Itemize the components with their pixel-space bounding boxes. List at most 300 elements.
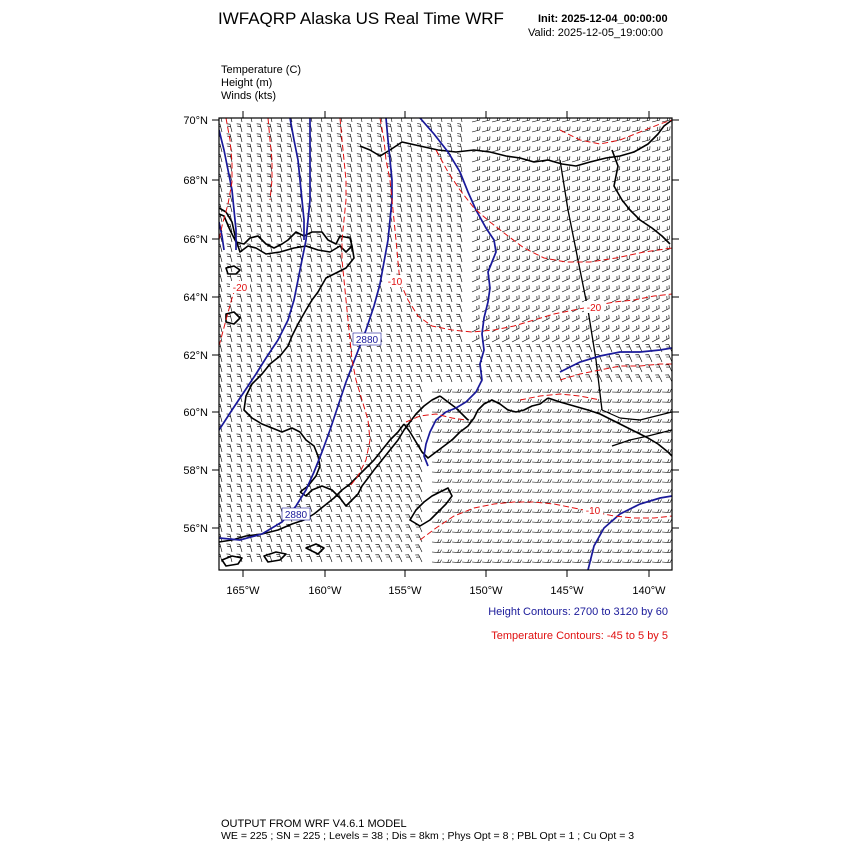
wind-barb <box>522 539 532 542</box>
wind-barb <box>472 117 480 123</box>
wind-barb <box>602 389 611 392</box>
wind-barb <box>512 419 521 422</box>
wind-barb <box>257 124 262 132</box>
wind-barb <box>512 529 522 532</box>
wind-barb <box>247 214 253 222</box>
wind-barb <box>367 134 372 142</box>
wind-barb <box>562 186 570 192</box>
wind-barb <box>316 514 322 522</box>
wind-barb <box>482 559 492 562</box>
wind-barb <box>592 176 600 182</box>
wind-barb <box>336 504 342 512</box>
wind-barb <box>552 117 560 123</box>
wind-barb <box>377 244 383 252</box>
wind-barb <box>652 196 660 202</box>
wind-barb <box>366 354 372 362</box>
wind-barb <box>346 394 352 402</box>
wind-barb <box>277 274 283 282</box>
wind-barb <box>532 325 539 332</box>
wind-barb <box>502 295 509 302</box>
wind-barb <box>226 524 232 532</box>
wind-barb <box>552 265 559 272</box>
wind-barb <box>486 375 492 383</box>
wind-barb <box>622 285 629 292</box>
wind-barb <box>296 454 302 462</box>
wind-barb <box>457 224 462 232</box>
wind-barb <box>337 154 342 162</box>
wind-barb <box>662 459 671 462</box>
wind-barb <box>642 335 649 342</box>
wind-barb <box>376 254 382 262</box>
wind-barb <box>266 304 272 312</box>
wind-barb <box>356 364 362 372</box>
wind-barb <box>602 216 610 222</box>
lon-tick-label: 165°W <box>226 585 260 597</box>
wind-barb <box>247 294 253 302</box>
wind-barb <box>542 285 549 292</box>
wind-barb <box>442 389 451 392</box>
wind-barb <box>446 294 452 302</box>
wind-barb <box>316 294 322 302</box>
wind-barb <box>287 134 292 142</box>
wind-barb <box>502 196 510 202</box>
wind-barb <box>472 196 480 202</box>
wind-barb <box>357 174 362 182</box>
height-contour <box>560 348 672 372</box>
wind-barb <box>266 514 272 522</box>
wind-barb <box>492 419 501 422</box>
wind-barb <box>286 434 292 442</box>
wind-barb <box>532 479 542 482</box>
wind-barb <box>672 255 679 262</box>
wind-barb <box>572 419 581 422</box>
wind-barb <box>642 156 650 162</box>
wind-barb <box>452 459 461 462</box>
wind-barb <box>286 454 292 462</box>
wind-barb <box>512 255 519 262</box>
wind-barb <box>437 184 442 192</box>
wind-barb <box>266 404 272 412</box>
wind-barb <box>446 334 452 342</box>
wind-barb <box>286 394 292 402</box>
wind-barb <box>562 275 569 282</box>
wind-barb <box>306 384 312 392</box>
wind-barb <box>227 254 233 262</box>
wind-barb <box>582 236 589 243</box>
wind-barb <box>562 166 570 172</box>
wind-barb <box>357 224 362 232</box>
wind-barb <box>572 459 581 462</box>
wind-barb <box>326 474 332 482</box>
wind-barb <box>512 559 522 562</box>
wind-barb <box>452 479 462 482</box>
wind-barb <box>236 404 242 412</box>
wind-barb <box>492 156 500 162</box>
wind-barb <box>327 204 332 212</box>
wind-barb <box>257 224 263 232</box>
wind-barb <box>246 504 252 512</box>
wind-barb <box>426 264 432 272</box>
wind-barb <box>266 504 272 512</box>
wind-barb <box>632 295 639 302</box>
lon-tick-label: 140°W <box>632 585 666 597</box>
wind-barb <box>526 345 532 353</box>
wind-barb <box>592 136 600 142</box>
wind-barb <box>287 274 293 282</box>
wind-barb <box>276 414 282 422</box>
wind-barb <box>316 274 322 282</box>
wind-barb <box>492 449 501 452</box>
wind-barb <box>472 186 480 192</box>
wind-barb <box>472 285 479 292</box>
wind-barb <box>502 459 511 462</box>
wind-barb <box>276 444 282 452</box>
wind-barb <box>452 549 462 552</box>
wind-barb <box>542 529 552 532</box>
wind-barb <box>456 314 462 322</box>
wind-barb <box>446 324 452 332</box>
wind-barb <box>316 374 322 382</box>
wind-barb <box>376 505 383 512</box>
wind-barb <box>316 264 322 272</box>
wind-barb <box>602 315 609 322</box>
wind-barb <box>622 166 630 172</box>
wind-barb <box>622 459 631 462</box>
wind-barb <box>542 146 550 152</box>
wind-barb <box>492 539 502 542</box>
wind-barb <box>432 389 441 392</box>
wind-barb <box>427 194 432 202</box>
wind-barb <box>512 186 520 192</box>
wind-barb <box>612 226 620 232</box>
wind-barb <box>347 144 352 152</box>
wind-barb <box>316 314 322 322</box>
wind-barb <box>512 519 522 522</box>
wind-barb <box>257 304 263 312</box>
wind-barb <box>612 449 621 452</box>
wind-barb <box>236 474 242 482</box>
wind-barb <box>227 344 233 352</box>
wind-barb <box>316 524 322 532</box>
wind-barb <box>522 285 529 292</box>
wind-barb <box>612 315 619 322</box>
wind-barb <box>256 474 262 482</box>
wind-barb <box>316 404 322 412</box>
wind-barb <box>287 264 293 272</box>
wind-barb <box>622 126 630 132</box>
wind-barb <box>572 399 581 402</box>
wind-barb <box>502 126 510 132</box>
wind-barb <box>672 275 679 282</box>
wind-barb <box>516 355 522 363</box>
wind-barb <box>317 124 322 132</box>
wind-barb <box>662 325 669 332</box>
wind-barb <box>317 154 322 162</box>
wind-barb <box>447 134 452 143</box>
wind-barb <box>492 305 499 312</box>
wind-barb <box>397 154 402 162</box>
wind-barb <box>526 355 532 363</box>
wind-barb <box>326 314 332 322</box>
wind-barb <box>247 304 253 312</box>
wind-barb <box>386 374 392 382</box>
wind-barb <box>236 484 242 492</box>
wind-barb <box>365 545 372 552</box>
wind-barb <box>376 354 382 362</box>
wind-barb <box>632 136 640 142</box>
wind-barb <box>446 274 452 282</box>
wind-barb <box>396 354 402 362</box>
wind-barb <box>552 126 560 132</box>
wind-barb <box>532 206 540 212</box>
wind-barb <box>632 559 642 562</box>
wind-barb <box>236 514 242 522</box>
wind-barb <box>672 459 681 462</box>
wind-barb <box>472 559 482 562</box>
wind-barb <box>237 124 242 132</box>
wind-barb <box>266 314 272 322</box>
wind-barb <box>367 154 372 162</box>
wind-barb <box>306 554 312 562</box>
wind-barb <box>462 389 471 392</box>
wind-barb <box>502 136 510 142</box>
wind-barb <box>436 364 442 372</box>
wind-barb <box>602 186 610 192</box>
wind-barb <box>442 469 451 472</box>
wind-barb <box>582 246 589 253</box>
wind-barb <box>336 474 342 482</box>
wind-barb <box>562 265 569 272</box>
wind-barb <box>486 344 492 352</box>
wind-barb <box>642 529 652 532</box>
wind-barb <box>407 184 412 192</box>
wind-barb <box>622 519 632 522</box>
wind-barb <box>602 246 609 253</box>
wind-barb <box>655 375 662 382</box>
wind-barb <box>277 204 282 212</box>
wind-barb <box>632 305 639 312</box>
wind-barb <box>452 519 462 522</box>
wind-barb <box>482 519 492 522</box>
wind-barb <box>375 525 382 532</box>
wind-barb <box>377 204 382 212</box>
wind-barb <box>386 304 392 312</box>
wind-barb <box>407 224 412 232</box>
wind-barb <box>436 344 442 352</box>
wind-barb <box>396 414 402 422</box>
wind-barb <box>492 509 502 512</box>
wind-barb <box>572 166 580 172</box>
wind-barb <box>277 134 282 142</box>
wind-barb <box>377 164 382 172</box>
wind-barb <box>427 204 432 212</box>
wind-barb <box>562 146 570 152</box>
wind-barb <box>502 186 510 192</box>
wind-barb <box>396 475 403 482</box>
wind-barb <box>482 479 492 482</box>
wind-barb <box>562 539 572 542</box>
wind-barb <box>562 246 569 253</box>
wind-barb <box>256 354 262 362</box>
wind-barb <box>672 449 681 452</box>
wind-barb <box>642 186 650 192</box>
wind-barb <box>542 305 549 312</box>
wind-barb <box>287 244 293 252</box>
wind-barb <box>662 176 670 182</box>
wind-barb <box>632 117 640 123</box>
wind-barb <box>622 549 632 552</box>
wind-barb <box>267 164 272 172</box>
wind-barb <box>365 555 372 562</box>
wind-barb <box>366 495 372 503</box>
wind-barb <box>622 146 630 152</box>
wind-barb <box>356 525 362 532</box>
wind-barb <box>472 335 479 342</box>
wind-barb <box>532 389 541 392</box>
wind-barb <box>672 509 682 512</box>
wind-barb <box>532 559 542 562</box>
wind-barb <box>226 504 232 512</box>
wind-barb <box>552 216 560 222</box>
wind-barb <box>552 549 562 552</box>
wind-barb <box>456 374 462 382</box>
wind-barb <box>336 334 342 342</box>
wind-barb <box>405 495 412 502</box>
wind-barb <box>236 544 242 552</box>
wind-barb <box>227 474 233 482</box>
wind-barb <box>377 214 382 222</box>
wind-barb <box>266 474 272 482</box>
wind-barb <box>466 344 472 352</box>
wind-barb <box>396 344 402 352</box>
wind-barb <box>652 166 660 172</box>
wind-barb <box>256 384 262 392</box>
wind-barb <box>502 166 510 172</box>
wind-barb <box>612 196 620 202</box>
wind-barb <box>542 449 551 452</box>
wind-barb <box>532 246 539 253</box>
wind-barb <box>542 265 549 272</box>
wind-barb <box>286 324 292 332</box>
wind-barb <box>397 204 402 212</box>
wind-barb <box>506 365 512 373</box>
wind-barb <box>257 194 262 202</box>
wind-barb <box>652 509 662 512</box>
wind-barb <box>592 146 600 152</box>
wind-barb <box>605 375 612 382</box>
wind-barb <box>512 285 519 292</box>
wind-barb <box>472 429 481 432</box>
wind-barb <box>512 275 519 282</box>
wind-barb <box>572 126 580 132</box>
wind-barb <box>512 216 520 222</box>
wind-barb <box>286 464 292 472</box>
wind-barb <box>287 144 292 152</box>
wind-barb <box>347 194 352 202</box>
wind-barb <box>356 464 362 472</box>
wind-barb <box>377 174 382 182</box>
wind-barb <box>436 264 442 272</box>
wind-barb <box>396 334 402 342</box>
wind-barb <box>407 234 413 242</box>
wind-barb <box>622 449 631 452</box>
wind-barb <box>257 134 262 142</box>
wind-barb <box>237 194 242 202</box>
wind-barb <box>456 344 462 352</box>
wind-barb <box>286 294 292 302</box>
wind-barb <box>396 445 402 453</box>
wind-barb <box>316 384 322 392</box>
wind-barb <box>572 206 580 212</box>
wind-barb <box>512 295 519 302</box>
wind-barb <box>582 265 589 272</box>
wind-barb <box>436 304 442 312</box>
wind-barb <box>256 514 262 522</box>
wind-barb <box>296 334 302 342</box>
wind-barb <box>437 174 442 182</box>
wind-barb <box>592 325 599 332</box>
wind-barb <box>532 117 540 123</box>
wind-barb <box>356 555 363 562</box>
wind-barb <box>436 354 442 362</box>
wind-barb <box>542 206 550 212</box>
wind-barb <box>652 216 660 222</box>
wind-barb <box>622 409 631 412</box>
wind-barb <box>612 335 619 342</box>
wind-barb <box>356 314 362 322</box>
wind-barb <box>227 354 233 362</box>
wind-barb <box>622 275 629 282</box>
wind-barb <box>367 204 372 212</box>
wind-barb <box>437 234 443 242</box>
wind-barb <box>452 469 461 472</box>
wind-barb <box>437 124 442 133</box>
wind-barb <box>296 444 302 452</box>
wind-barb <box>436 294 442 302</box>
wind-barb <box>442 459 451 462</box>
wind-barb <box>442 509 452 512</box>
wind-barb <box>257 144 262 152</box>
wind-barb <box>297 214 302 222</box>
wind-barb <box>486 354 492 362</box>
wind-barb <box>446 314 452 322</box>
wind-barb <box>406 284 412 292</box>
wind-barb <box>376 495 383 502</box>
temperature-contour <box>340 118 370 486</box>
wind-barb <box>407 194 412 202</box>
wind-barb <box>427 184 432 192</box>
wind-barb <box>336 464 342 472</box>
temp-label-text: -20 <box>586 303 602 314</box>
wind-barb <box>306 344 312 352</box>
wind-barb <box>317 204 322 212</box>
wind-barb <box>592 236 599 243</box>
wind-barb <box>562 519 572 522</box>
wind-barb <box>582 469 591 472</box>
wind-barb <box>237 254 243 262</box>
wind-barb <box>672 206 680 212</box>
wind-barb <box>266 534 272 542</box>
wind-barb <box>672 246 679 253</box>
wind-barb <box>582 449 591 452</box>
wind-barb <box>572 146 580 152</box>
wind-barb <box>286 474 292 482</box>
wind-barb <box>385 545 392 552</box>
wind-barb <box>522 419 531 422</box>
wind-barb <box>276 314 282 322</box>
wind-barb <box>472 136 480 142</box>
wind-barb <box>532 226 540 232</box>
